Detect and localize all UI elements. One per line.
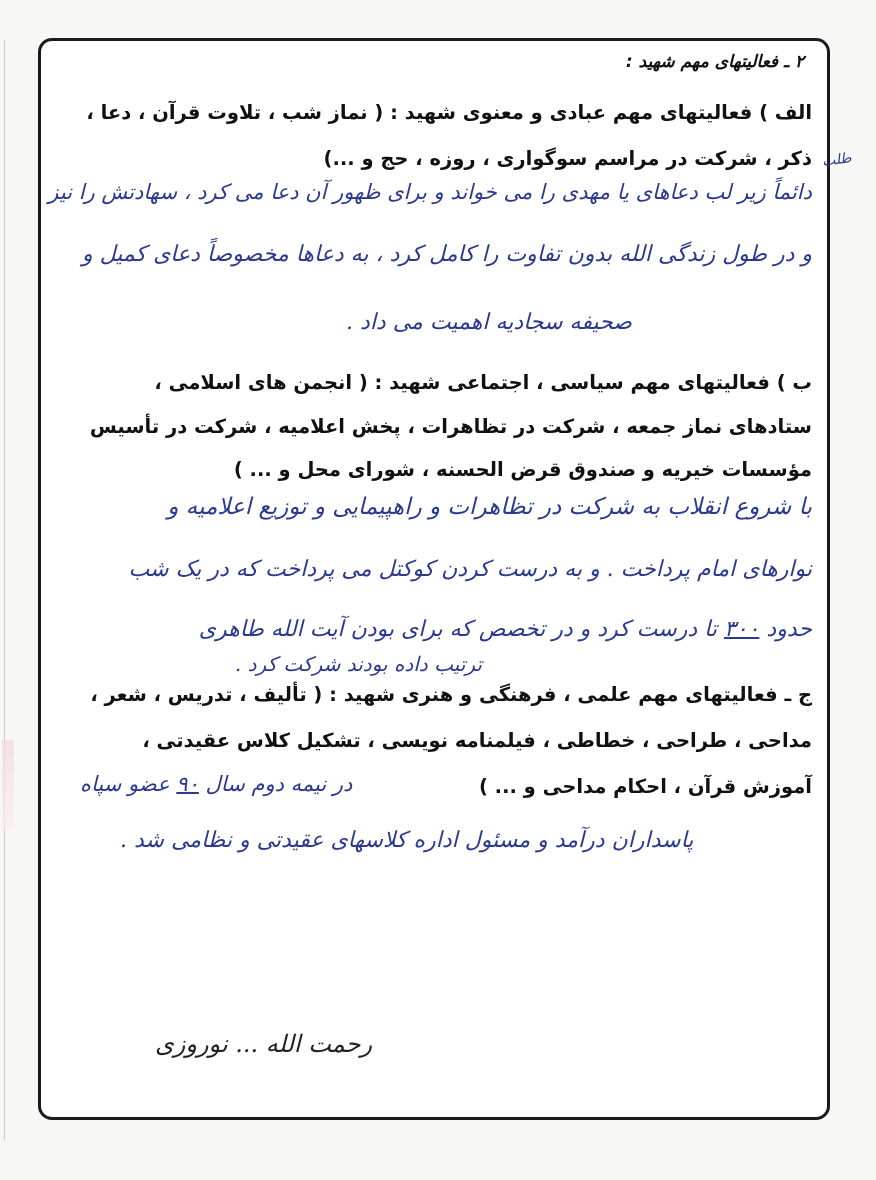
section-a-handwriting-note: طلب bbox=[821, 150, 853, 170]
section-a-line-1: الف ) فعالیتهای مهم عبادی و معنوی شهید : ( نماز شب ، تلاوت قرآن ، دعا ، bbox=[86, 101, 812, 124]
paper-smudge bbox=[2, 740, 14, 830]
section-b-line-1: ب ) فعالیتهای مهم سیاسی ، اجتماعی شهید : ( انجمن های اسلامی ، bbox=[154, 371, 812, 394]
section-a-handwriting-1: دائماً زیر لب دعاهای یا مهدی را می خواند و برای ظهور آن دعا می کرد ، سهادتش را نیز bbox=[48, 180, 812, 204]
section-heading: ۲ ـ فعالیتهای مهم شهید : bbox=[625, 52, 804, 72]
page-margin-line bbox=[4, 40, 5, 1140]
section-a-handwriting-2: و در طول زندگی الله بدون تفاوت را کامل کرد ، به دعاها مخصوصاً دعای کمیل و bbox=[81, 242, 812, 267]
section-c-handwriting-1-right: در نیمه دوم سال ۹۰ عضو سپاه bbox=[80, 772, 353, 796]
section-c-line-2: مداحی ، طراحی ، خطاطی ، فیلمنامه نویسی ، تشکیل کلاس عقیدتی ، bbox=[142, 729, 812, 752]
section-c-handwriting-2: پاسداران درآمد و مسئول اداره کلاسهای عقیدتی و نظامی شد . bbox=[120, 828, 694, 853]
section-b-handwriting-2: نوارهای امام پرداخت . و به درست کردن کوکتل می پرداخت که در یک شب bbox=[128, 557, 812, 582]
section-b-line-3: مؤسسات خیریه و صندوق قرض الحسنه ، شورای محل و ... ) bbox=[233, 458, 812, 481]
handwritten-number-90: ۹۰ bbox=[176, 772, 199, 796]
section-c-line-1: ج ـ فعالیتهای مهم علمی ، فرهنگی و هنری شهید : ( تألیف ، تدریس ، شعر ، bbox=[90, 683, 812, 706]
section-b-handwriting-1: با شروع انقلاب به شرکت در تظاهرات و راهپیمایی و توزیع اعلامیه و bbox=[167, 494, 812, 520]
section-a-line-2: ذکر ، شرکت در مراسم سوگواری ، روزه ، حج و ...) bbox=[323, 147, 812, 170]
handwritten-number-300: ۳۰۰ bbox=[723, 617, 760, 642]
section-c-line-3: آموزش قرآن ، احکام مداحی و ... ) bbox=[478, 775, 812, 798]
section-b-handwriting-3: حدود ۳۰۰ تا درست کرد و در تخصص که برای بودن آیت الله طاهری bbox=[198, 617, 812, 642]
section-b-line-2: ستادهای نماز جمعه ، شرکت در تظاهرات ، پخش اعلامیه ، شرکت در تأسیس bbox=[89, 415, 812, 438]
section-a-handwriting-3: صحیفه سجادیه اهمیت می داد . bbox=[346, 310, 632, 335]
section-b-handwriting-4: ترتیب داده بودند شرکت کرد . bbox=[234, 652, 482, 676]
signature: رحمت الله ... نوروزی bbox=[155, 1030, 373, 1058]
